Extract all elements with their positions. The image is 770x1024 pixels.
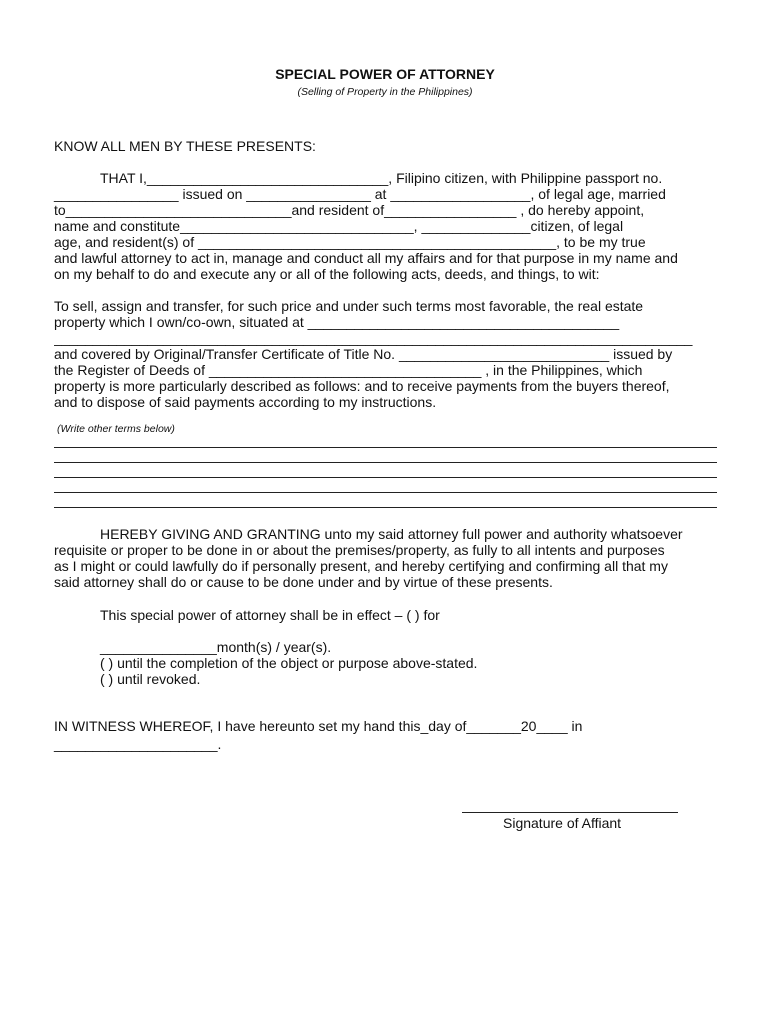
p1-line-4: name and constitute______________________________, ______________citizen, of legal <box>54 218 624 234</box>
place-line: _____________________. <box>54 736 222 752</box>
p3-line-3: as I might or could lawfully do if personally present, and hereby certifying and confirming all that my <box>54 558 668 574</box>
p2-line-3: __________________________________________________________________________________ <box>54 330 693 346</box>
effect-line: This special power of attorney shall be in effect – ( ) for <box>100 607 440 623</box>
p2-line-4: and covered by Original/Transfer Certificate of Title No. ___________________________ issued by <box>54 346 673 362</box>
p1-line-3: to_____________________________and resident of_________________ , do hereby appoint, <box>54 202 645 218</box>
other-terms-blank-line[interactable] <box>54 462 717 463</box>
signature-label: Signature of Affiant <box>503 815 622 831</box>
p1-line-6: and lawful attorney to act in, manage and conduct all my affairs and for that purpose in my name and <box>54 250 678 266</box>
signature-line[interactable] <box>462 812 678 813</box>
p2-line-7: and to dispose of said payments according to my instructions. <box>54 394 437 410</box>
option-until-revoked: ( ) until revoked. <box>100 671 201 687</box>
other-terms-blank-line[interactable] <box>54 507 717 508</box>
witness-line: IN WITNESS WHEREOF, I have hereunto set my hand this_day of_______20____ in <box>54 718 583 734</box>
p1-line-2: ________________ issued on ________________ at __________________, of legal age, married <box>54 186 666 202</box>
p3-line-4: said attorney shall do or cause to be done under and by virtue of these presents. <box>54 574 553 590</box>
p2-line-6: property is more particularly described as follows: and to receive payments from the buyers thereof, <box>54 378 670 394</box>
p1-line-5: age, and resident(s) of ______________________________________________, to be my true <box>54 234 646 250</box>
p2-line-5: the Register of Deeds of ___________________________________ , in the Philippines, which <box>54 362 643 378</box>
other-terms-blank-line[interactable] <box>54 477 717 478</box>
p3-line-2: requisite or proper to be done in or about the premises/property, as fully to all intents and purposes <box>54 542 665 558</box>
other-terms-blank-line[interactable] <box>54 492 717 493</box>
document-title: SPECIAL POWER OF ATTORNEY <box>275 66 495 82</box>
p1-line-1: THAT I,_______________________________, Filipino citizen, with Philippine passport no. <box>100 170 663 186</box>
option-until-completion: ( ) until the completion of the object or purpose above-stated. <box>100 655 478 671</box>
other-terms-blank-line[interactable] <box>54 447 717 448</box>
opening-line: KNOW ALL MEN BY THESE PRESENTS: <box>54 138 316 154</box>
p1-line-7: on my behalf to do and execute any or all of the following acts, deeds, and things, to wit: <box>54 266 600 282</box>
other-terms-label: (Write other terms below) <box>57 423 175 435</box>
p2-line-1: To sell, assign and transfer, for such price and under such terms most favorable, the real estate <box>54 298 644 314</box>
p2-line-2: property which I own/co-own, situated at ________________________________________ <box>54 314 620 330</box>
document-subtitle: (Selling of Property in the Philippines) <box>297 86 473 98</box>
option-duration: _______________month(s) / year(s). <box>100 639 332 655</box>
p3-line-1: HEREBY GIVING AND GRANTING unto my said attorney full power and authority whatsoever <box>100 526 683 542</box>
